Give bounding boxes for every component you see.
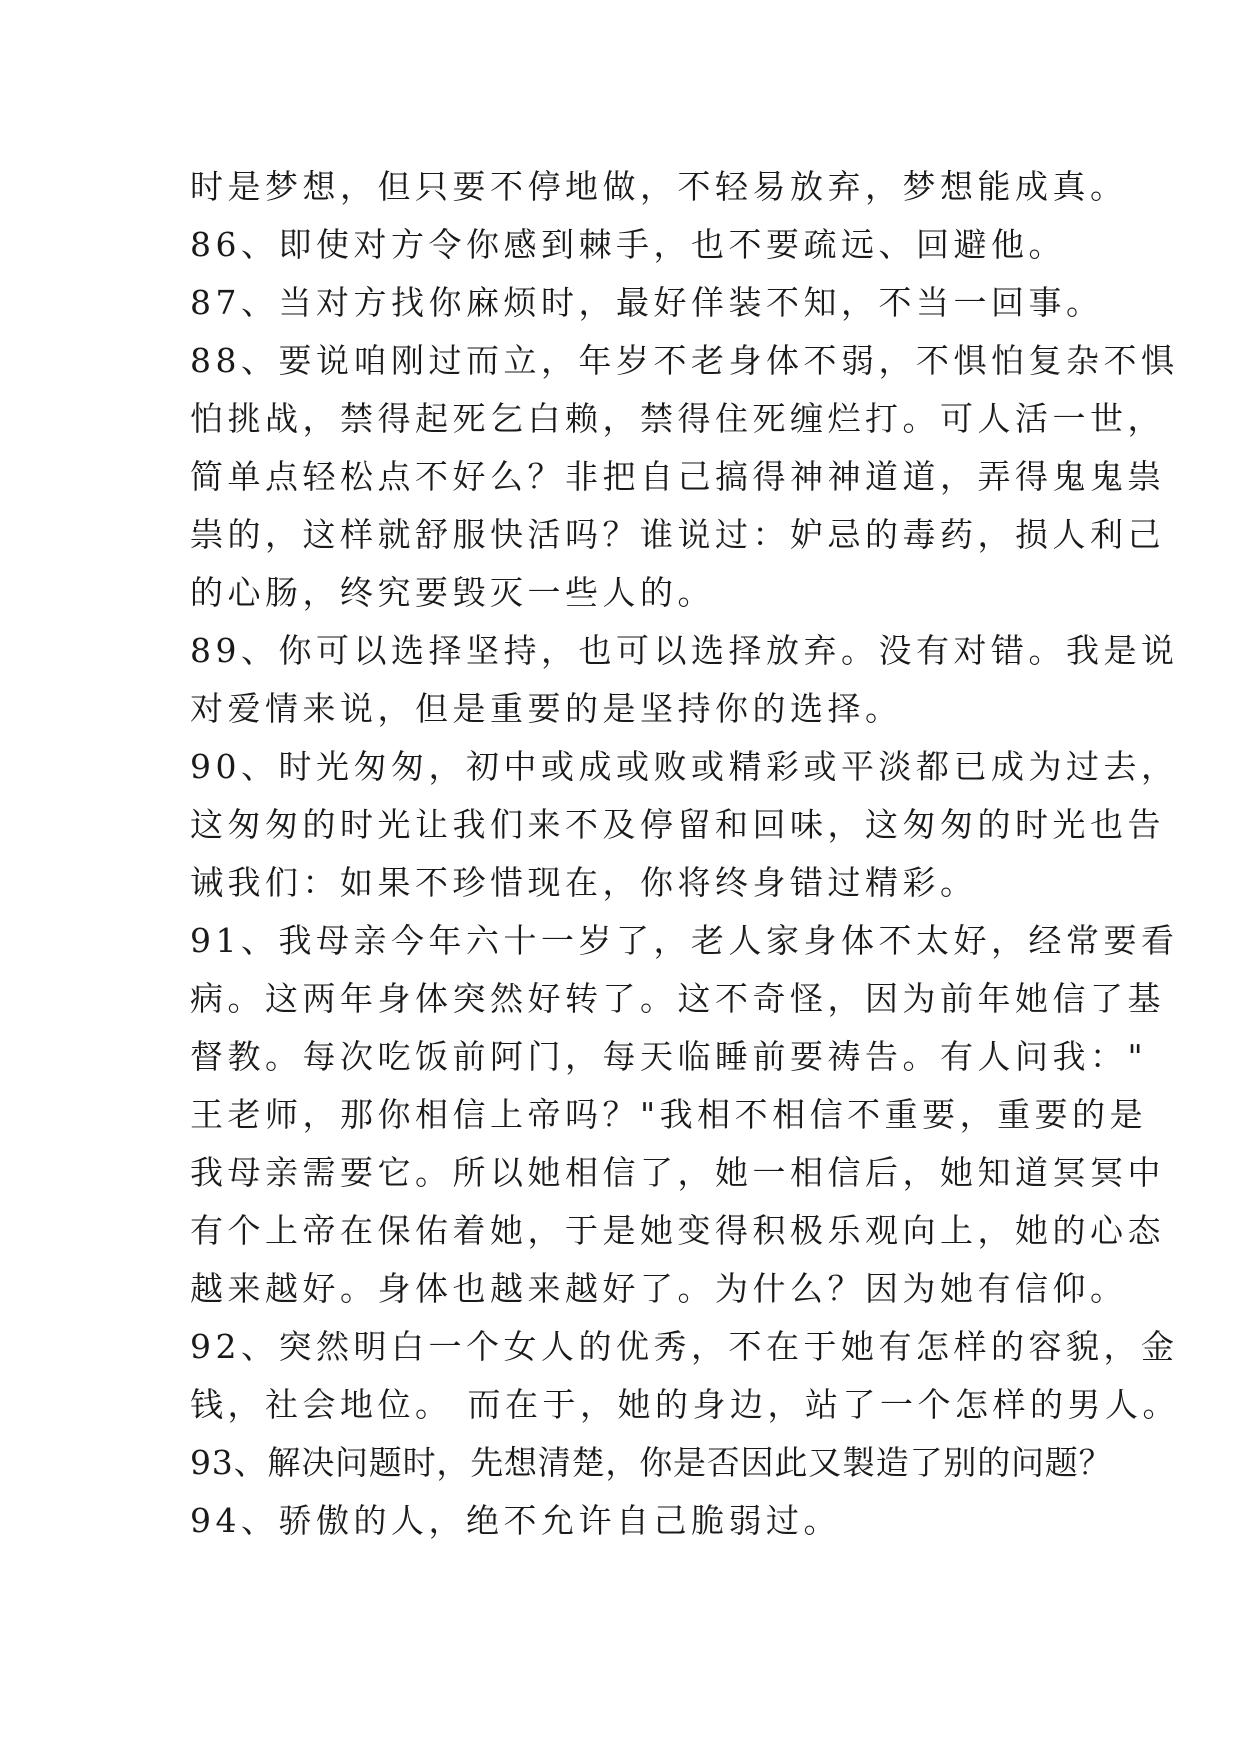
- text-line: 王老师，那你相信上帝吗？"我相不相信不重要，重要的是: [190, 1095, 1148, 1134]
- text-line: 87、当对方找你麻烦时，最好佯装不知，不当一回事。: [190, 283, 1104, 322]
- text-line: 这匆匆的时光让我们来不及停留和回味，这匆匆的时光也告: [190, 805, 1165, 844]
- text-line: 93、解决问题时，先想清楚，你是否因此又製造了别的问题？: [190, 1443, 1113, 1482]
- text-line: 的心肠，终究要毁灭一些人的。: [190, 573, 715, 612]
- text-line: 91、我母亲今年六十一岁了，老人家身体不太好，经常要看: [190, 921, 1179, 960]
- text-line: 88、要说咱刚过而立，年岁不老身体不弱，不惧怕复杂不惧: [190, 341, 1179, 380]
- text-line: 94、骄傲的人，绝不允许自己脆弱过。: [190, 1501, 841, 1540]
- text-line: 86、即使对方令你感到棘手，也不要疏远、回避他。: [190, 225, 1066, 264]
- text-line: 钱，社会地位。 而在于，她的身边，站了一个怎样的男人。: [190, 1385, 1180, 1424]
- text-line: 怕挑战，禁得起死乞白赖，禁得住死缠烂打。可人活一世，: [190, 399, 1165, 438]
- text-line: 病。这两年身体突然好转了。这不奇怪，因为前年她信了基: [190, 979, 1165, 1018]
- text-line: 我母亲需要它。所以她相信了，她一相信后，她知道冥冥中: [190, 1153, 1165, 1192]
- document-body: [190, 158, 1180, 1550]
- text-line: 92、突然明白一个女人的优秀，不在于她有怎样的容貌，金: [190, 1327, 1179, 1366]
- text-line: 督教。每次吃饭前阿门，每天临睡前要祷告。有人问我：": [190, 1037, 1148, 1076]
- text-line: 89、你可以选择坚持，也可以选择放弃。没有对错。我是说: [190, 631, 1179, 670]
- text-line: 有个上帝在保佑着她，于是她变得积极乐观向上，她的心态: [190, 1211, 1165, 1250]
- text-line: 诫我们：如果不珍惜现在，你将终身错过精彩。: [190, 863, 978, 902]
- text-line: 对爱情来说，但是重要的是坚持你的选择。: [190, 689, 903, 728]
- text-line: 简单点轻松点不好么？非把自己搞得神神道道，弄得鬼鬼祟: [190, 457, 1165, 496]
- text-line: 时是梦想，但只要不停地做，不轻易放弃，梦想能成真。: [190, 167, 1128, 206]
- text-line: 祟的，这样就舒服快活吗？谁说过：妒忌的毒药，损人利己: [190, 515, 1165, 554]
- text-line: 越来越好。身体也越来越好了。为什么？因为她有信仰。: [190, 1269, 1128, 1308]
- text-line: 90、时光匆匆，初中或成或败或精彩或平淡都已成为过去，: [190, 747, 1179, 786]
